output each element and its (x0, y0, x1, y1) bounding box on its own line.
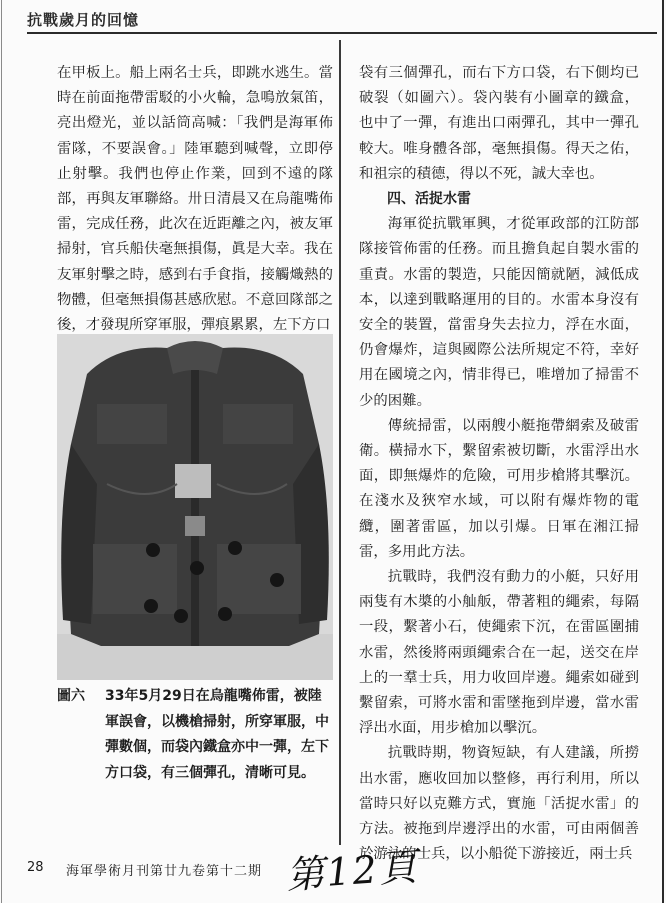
page-edge-left (1, 0, 2, 903)
page-number: 28 (27, 860, 44, 875)
column-divider (339, 40, 341, 845)
left-column (57, 61, 333, 334)
section-heading: 四、活捉水雷 (387, 191, 471, 208)
right-paragraph-5: 抗戰時期，物資短缺，有人建議，所撈出水雷，應收回加以整修，再行利用，所以當時只好以克難方式，實施「活捉水雷」的方法。被拖到岸邊浮出的水雷，可由兩個善於游泳的士兵，以小船從下游接近，兩士兵 (359, 745, 639, 863)
page-edge-right (662, 0, 664, 903)
figure-caption (57, 684, 333, 786)
right-paragraph-3: 傳統掃雷，以兩艘小艇拖帶網索及破雷衛。橫掃水下，繫留索被切斷，水雷浮出水面，即無爆炸的危險，可用步槍將其擊沉。在淺水及狹窄水域，可以附有爆炸物的電纜，圍著雷區，加以引爆。日軍在湘江掃雷，多用此方法。 (359, 417, 639, 560)
figure-caption-text: 33年5月29日在烏龍嘴佈雷，被陸軍誤會，以機槍掃射，所穿軍服，中彈數個，而袋內鐵盒亦中一彈，左下方口袋，有三個彈孔，清晰可見。 (105, 688, 329, 781)
uniform-jacket-image (57, 334, 333, 680)
left-paragraph: 在甲板上。船上兩名士兵，即跳水逃生。當時在前面拖帶雷駁的小火輪，急鳴放氣笛，亮出燈光，並以話筒高喊：「我們是海軍佈雷隊，不要誤會。」陸軍聽到喊聲，立即停止射擊。我們也停止作業，回到不遠的隊部，再與友軍聯絡。卅日清晨又在烏龍嘴佈雷，完成任務，此次在近距離之內，被友軍掃射，官兵船伕毫無損傷，眞是大幸。我在友軍射擊之時，感到右手食指，接觸熾熱的物體，但毫無損傷甚感欣慰。不意回隊部之後，才發現所穿軍服，彈痕累累，左下方口 (57, 65, 333, 334)
header-rule (27, 32, 657, 34)
figure-label: 圖六 (57, 688, 85, 704)
journal-name: 海軍學術月刊第廿九卷第十二期 (66, 864, 263, 879)
running-title: 抗戰歲月的回憶 (27, 11, 140, 29)
right-paragraph-2: 海軍從抗戰軍興，才從軍政部的江防部隊接管佈雷的任務。而且擔負起自製水雷的重責。水雷的製造，只能因簡就陋，減低成本，以達到戰略運用的目的。水雷本身沒有安全的裝置，當雷身失去拉力，浮在水面，仍會爆炸，這與國際公法所規定不符，幸好用在國境之內，情非得已，唯增加了掃雷不少的困難。 (359, 216, 639, 409)
right-paragraph-4: 抗戰時，我們沒有動力的小艇，只好用兩隻有木槳的小舢舨，帶著粗的繩索，每隔一段，繫著小石，使繩索下沉，在雷區圍捕水雷，然後將兩頭繩索合在一起，送交在岸上的一羣士兵，用力收回岸邊。繩索如碰到繫留索，可將水雷和雷墜拖到岸邊，當水雷浮出水面，用步槍加以擊沉。 (359, 569, 639, 737)
right-paragraph-1: 袋有三個彈孔，而右下方口袋，右下側均已破裂（如圖六）。袋內裝有小圖章的鐵盒，也中了一彈，有進出口兩彈孔，其中一彈孔較大。唯身體各部，毫無損傷。得天之佑，和祖宗的積德，得以不死，誠大幸也。 (359, 65, 639, 182)
right-column (359, 61, 639, 863)
uniform-photo (57, 334, 333, 680)
handwritten-note: 第12頁 (284, 844, 420, 898)
